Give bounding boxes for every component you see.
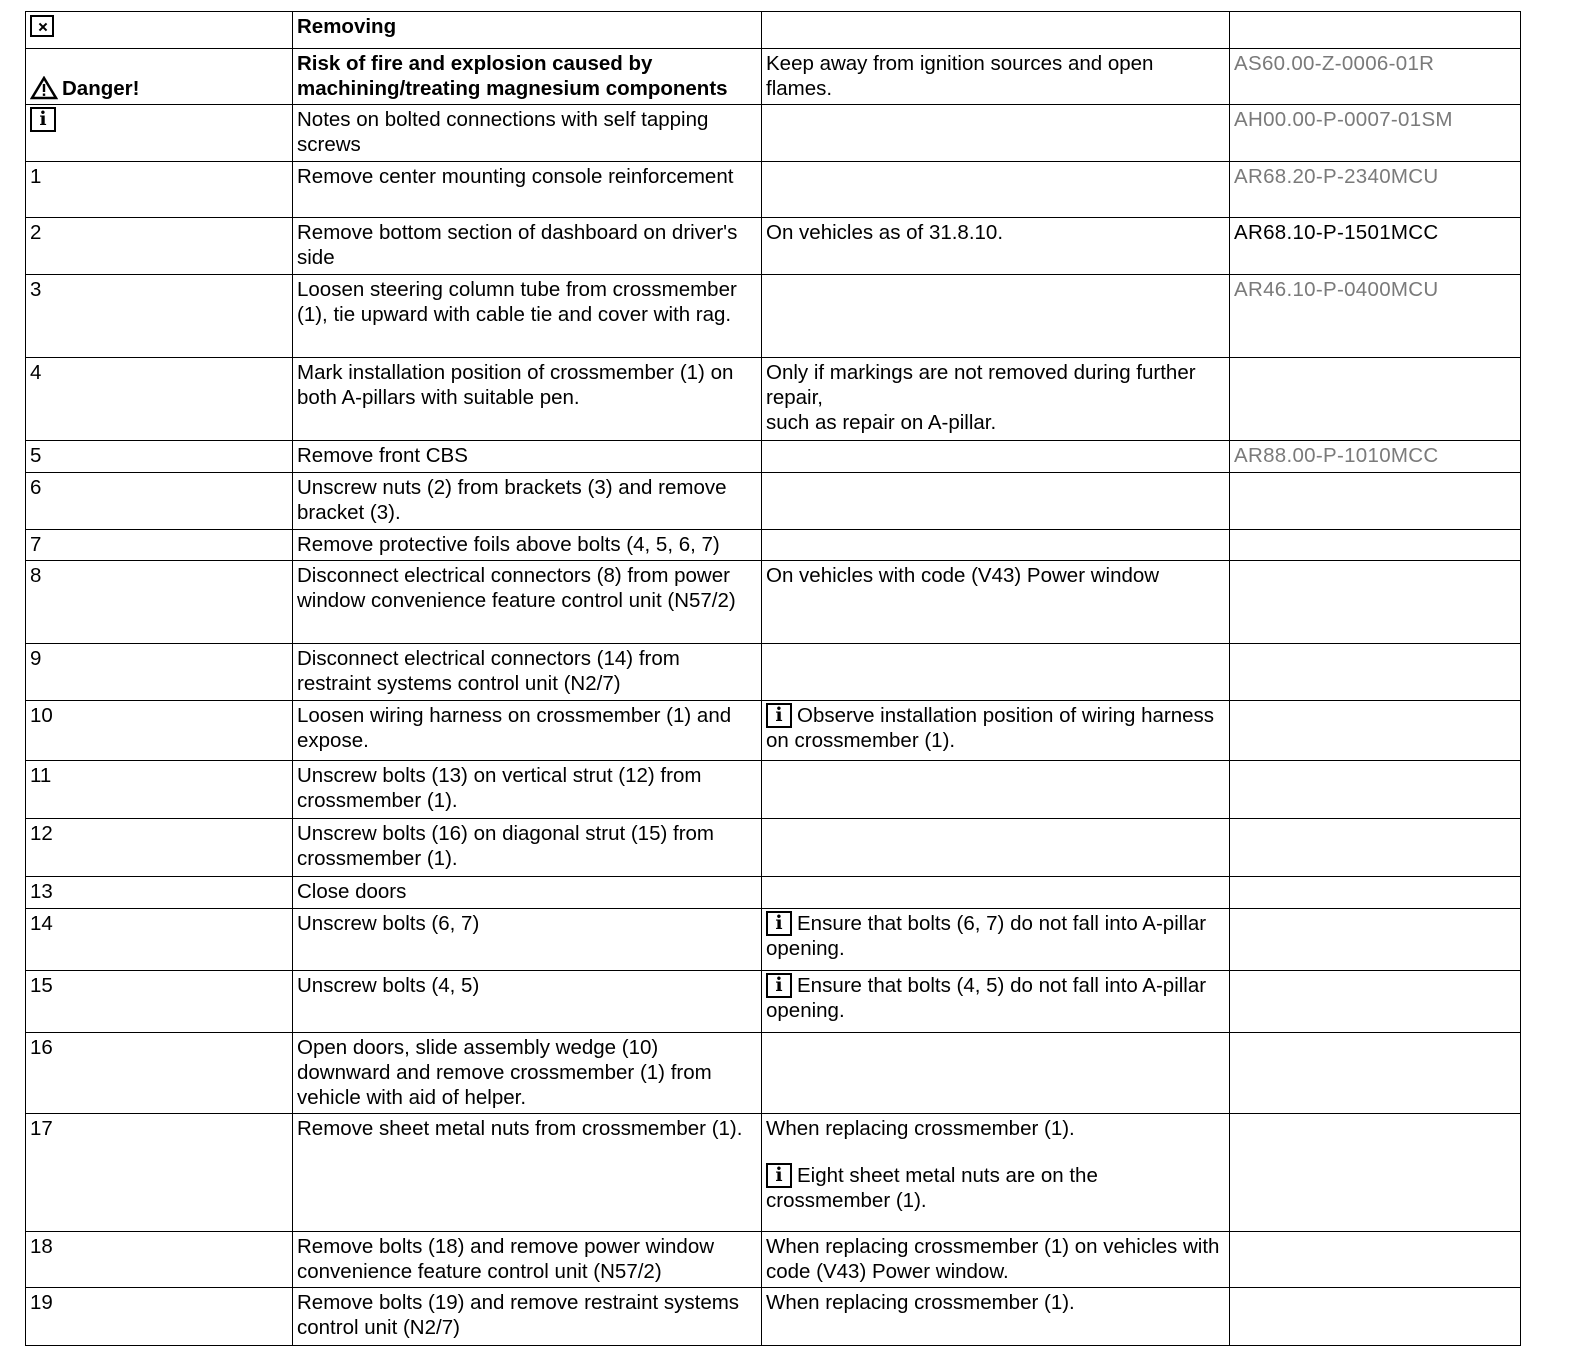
step-note: [762, 1114, 1230, 1232]
danger-title: Risk of fire and explosion caused by machining/treating magnesium components: [293, 49, 762, 105]
step-note: [762, 701, 1230, 761]
note-text: On vehicles with code (V43) Power window: [766, 564, 1160, 587]
step-instruction: Open doors, slide assembly wedge (10) downward and remove crossmember (1) from vehicle with aid of helper.: [293, 1033, 762, 1114]
step-instruction: Loosen wiring harness on crossmember (1) and expose.: [293, 701, 762, 761]
step-number: 4: [26, 358, 293, 441]
step-instruction: Remove protective foils above bolts (4, 5, 6, 7): [293, 530, 762, 561]
reference-link: [1230, 561, 1521, 644]
danger-reference-link[interactable]: AS60.00-Z-0006-01R: [1230, 49, 1521, 105]
step-number: 5: [26, 441, 293, 473]
danger-row: [26, 49, 1521, 105]
note-text: When replacing crossmember (1) on vehicles with code (V43) Power window.: [766, 1235, 1220, 1283]
step-note: [762, 819, 1230, 877]
step-instruction: Remove bolts (19) and remove restraint systems control unit (N2/7): [293, 1288, 762, 1346]
reference-link[interactable]: AR68.10-P-1501MCC: [1230, 218, 1521, 275]
step-number: 15: [26, 971, 293, 1033]
info-row: [26, 105, 1521, 162]
reference-link: [1230, 971, 1521, 1033]
table-row: [26, 218, 1521, 275]
reference-link[interactable]: AR68.20-P-2340MCU: [1230, 162, 1521, 218]
table-row: [26, 441, 1521, 473]
step-instruction: Remove bottom section of dashboard on driver's side: [293, 218, 762, 275]
note-text: Only if markings are not removed during further repair, such as repair on A-pillar.: [766, 361, 1196, 434]
info-icon: i: [766, 703, 792, 728]
step-note: [762, 275, 1230, 358]
step-instruction: Unscrew nuts (2) from brackets (3) and remove bracket (3).: [293, 473, 762, 530]
note-text: When replacing crossmember (1).: [766, 1291, 1075, 1314]
step-number: 12: [26, 819, 293, 877]
step-number: 3: [26, 275, 293, 358]
step-instruction: Mark installation position of crossmember (1) on both A-pillars with suitable pen.: [293, 358, 762, 441]
step-instruction: Remove center mounting console reinforcement: [293, 162, 762, 218]
info-text: Notes on bolted connections with self tapping screws: [293, 105, 762, 162]
table-row: [26, 909, 1521, 971]
table-row: [26, 162, 1521, 218]
reference-link: [1230, 644, 1521, 701]
table-row: [26, 761, 1521, 819]
step-instruction: Unscrew bolts (13) on vertical strut (12) from crossmember (1).: [293, 761, 762, 819]
procedure-table: [25, 11, 1521, 1346]
reference-link: [1230, 1232, 1521, 1288]
info-note: [766, 1164, 1098, 1212]
table-row: [26, 1033, 1521, 1114]
reference-link: [1230, 909, 1521, 971]
table-row: [26, 819, 1521, 877]
table-row: [26, 275, 1521, 358]
info-icon: i: [766, 973, 792, 998]
step-number: 13: [26, 877, 293, 909]
step-instruction: Disconnect electrical connectors (8) from power window convenience feature control unit (N57/2): [293, 561, 762, 644]
info-icon: i: [766, 1163, 792, 1188]
info-note-text: Eight sheet metal nuts are on the crossmember (1).: [766, 1164, 1098, 1212]
info-reference-link[interactable]: AH00.00-P-0007-01SM: [1230, 105, 1521, 162]
info-note: [766, 974, 1206, 1022]
step-instruction: Loosen steering column tube from crossmember (1), tie upward with cable tie and cover with rag.: [293, 275, 762, 358]
reference-link[interactable]: AR46.10-P-0400MCU: [1230, 275, 1521, 358]
table-row: [26, 1288, 1521, 1346]
reference-link: [1230, 358, 1521, 441]
reference-link[interactable]: AR88.00-P-1010MCC: [1230, 441, 1521, 473]
step-instruction: Unscrew bolts (6, 7): [293, 909, 762, 971]
header-row: [26, 12, 1521, 49]
step-note: [762, 971, 1230, 1033]
step-number: 14: [26, 909, 293, 971]
info-icon: i: [766, 911, 792, 936]
reference-link: [1230, 473, 1521, 530]
reference-link: [1230, 1288, 1521, 1346]
info-note-text: Ensure that bolts (4, 5) do not fall into A-pillar opening.: [766, 974, 1207, 1022]
step-number: 8: [26, 561, 293, 644]
step-note: [762, 441, 1230, 473]
step-instruction: Remove front CBS: [293, 441, 762, 473]
step-note: [762, 909, 1230, 971]
step-note: [762, 1288, 1230, 1346]
step-note: [762, 561, 1230, 644]
step-note: [762, 1033, 1230, 1114]
step-number: 1: [26, 162, 293, 218]
reference-link: [1230, 761, 1521, 819]
info-note-text: Observe installation position of wiring harness on crossmember (1).: [766, 704, 1215, 752]
table-row: [26, 473, 1521, 530]
table-row: [26, 530, 1521, 561]
warning-triangle-icon: [30, 76, 58, 100]
table-row: [26, 1232, 1521, 1288]
danger-note: Keep away from ignition sources and open flames.: [762, 49, 1230, 105]
step-note: [762, 761, 1230, 819]
table-row: [26, 358, 1521, 441]
table-row: [26, 701, 1521, 761]
reference-link: [1230, 701, 1521, 761]
step-number: 17: [26, 1114, 293, 1232]
reference-link: [1230, 1033, 1521, 1114]
info-note: [766, 912, 1206, 960]
note-spacer: [766, 1141, 1225, 1163]
step-number: 7: [26, 530, 293, 561]
table-row: [26, 971, 1521, 1033]
step-instruction: Disconnect electrical connectors (14) from restraint systems control unit (N2/7): [293, 644, 762, 701]
step-note: [762, 162, 1230, 218]
step-instruction: Close doors: [293, 877, 762, 909]
step-note: [762, 473, 1230, 530]
note-text: When replacing crossmember (1).: [766, 1117, 1075, 1140]
reference-link: [1230, 819, 1521, 877]
reference-link: [1230, 877, 1521, 909]
table-row: [26, 1114, 1521, 1232]
step-number: 9: [26, 644, 293, 701]
step-number: 10: [26, 701, 293, 761]
table-row: [26, 877, 1521, 909]
step-number: 18: [26, 1232, 293, 1288]
section-title: Removing: [293, 12, 762, 49]
step-instruction: Remove sheet metal nuts from crossmember (1).: [293, 1114, 762, 1232]
reference-link: [1230, 1114, 1521, 1232]
step-instruction: Unscrew bolts (4, 5): [293, 971, 762, 1033]
step-note: [762, 358, 1230, 441]
step-note: [762, 530, 1230, 561]
step-number: 6: [26, 473, 293, 530]
note-text: On vehicles as of 31.8.10.: [766, 221, 1004, 244]
table-row: [26, 561, 1521, 644]
step-number: 16: [26, 1033, 293, 1114]
step-note: [762, 877, 1230, 909]
step-note: [762, 1232, 1230, 1288]
step-number: 11: [26, 761, 293, 819]
info-note: [766, 704, 1214, 752]
step-number: 19: [26, 1288, 293, 1346]
info-note-text: Ensure that bolts (6, 7) do not fall into A-pillar opening.: [766, 912, 1207, 960]
step-instruction: Remove bolts (18) and remove power window convenience feature control unit (N57/2): [293, 1232, 762, 1288]
reference-link: [1230, 530, 1521, 561]
table-row: [26, 644, 1521, 701]
step-note: [762, 218, 1230, 275]
info-icon: i: [30, 107, 56, 132]
image-icon[interactable]: [30, 15, 54, 37]
step-number: 2: [26, 218, 293, 275]
danger-label: Danger!: [62, 77, 140, 100]
step-instruction: Unscrew bolts (16) on diagonal strut (15) from crossmember (1).: [293, 819, 762, 877]
step-note: [762, 644, 1230, 701]
